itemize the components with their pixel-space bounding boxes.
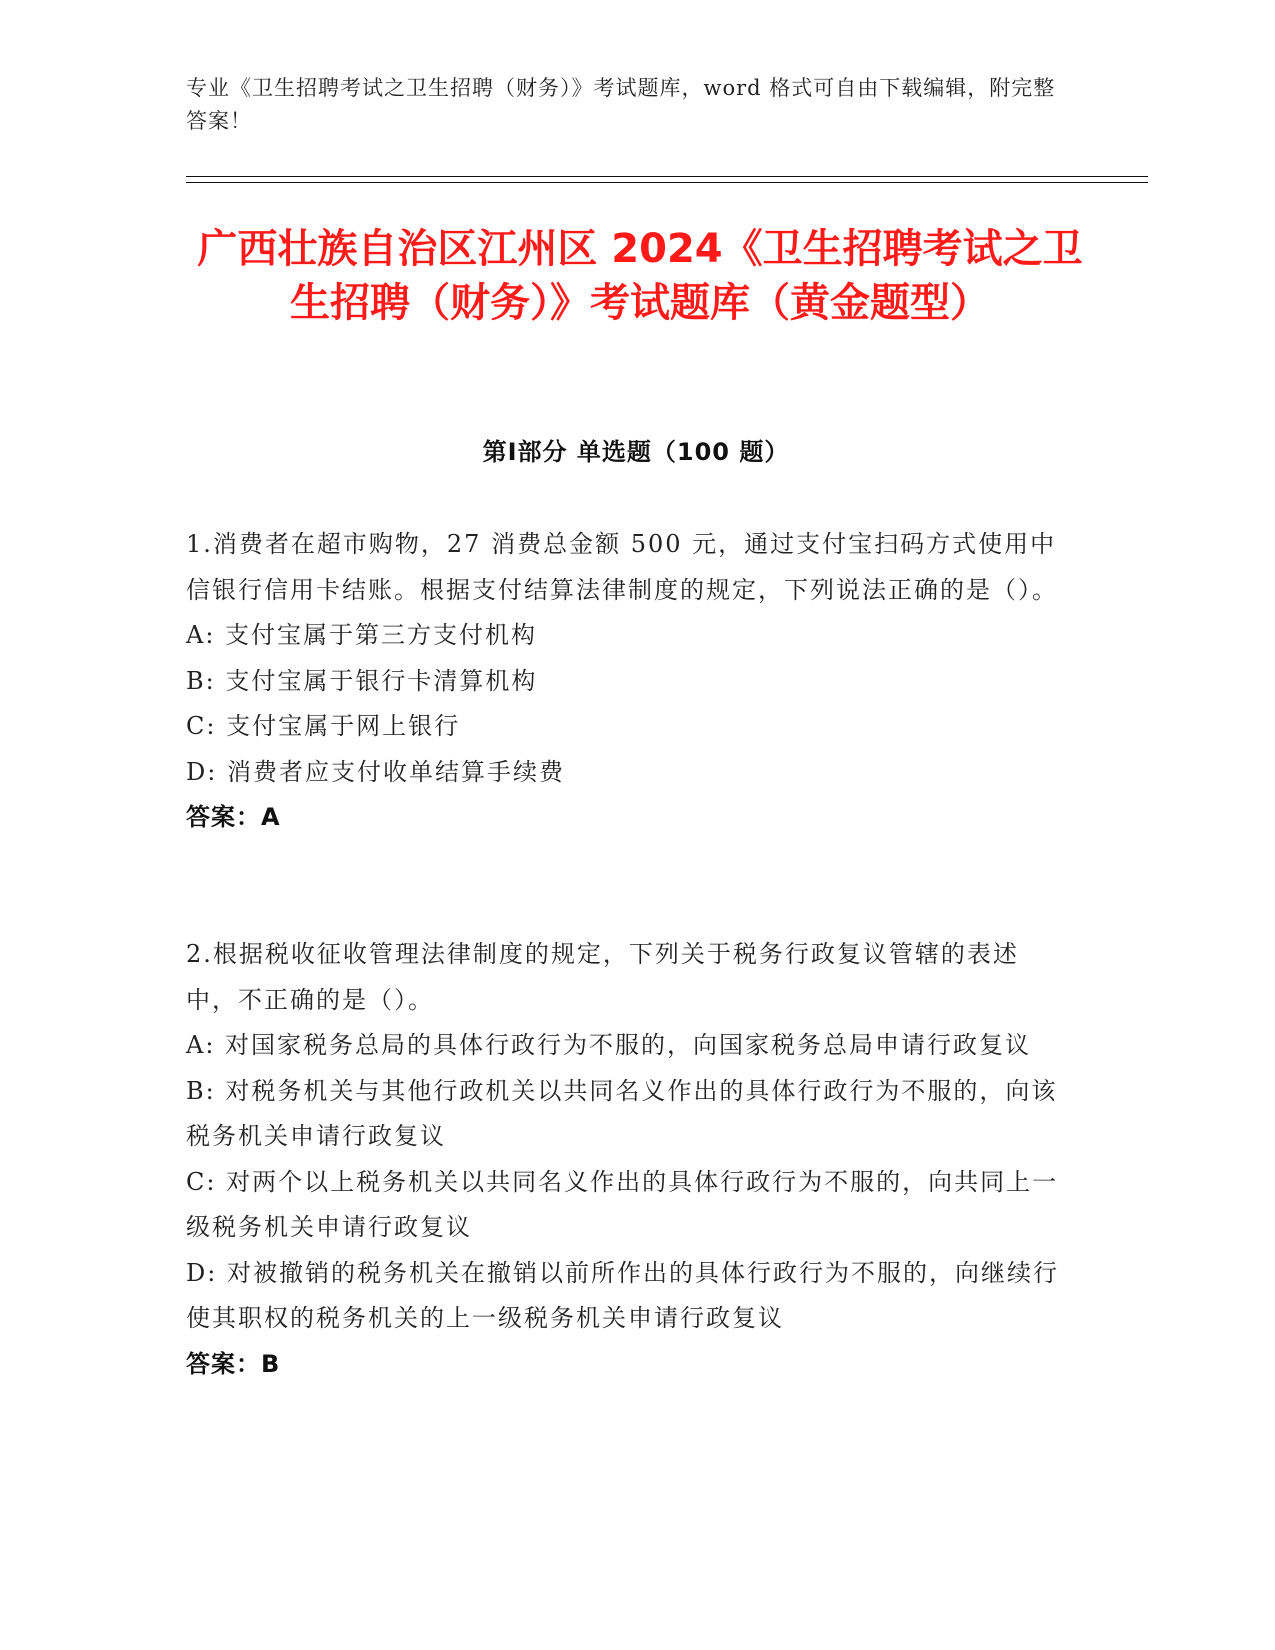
question-stem: 2.根据税收征收管理法律制度的规定，下列关于税务行政复议管辖的表述中，不正确的是（）。 — [186, 940, 1019, 1014]
answer: 答案：A — [186, 803, 281, 831]
option-a: A: 支付宝属于第三方支付机构 — [186, 621, 538, 649]
option-b: B: 对税务机关与其他行政机关以共同名义作出的具体行政行为不服的，向该税务机关申请行政复议 — [186, 1076, 1058, 1150]
option-d: D: 消费者应支付收单结算手续费 — [186, 757, 565, 786]
option-d: D: 对被撤销的税务机关在撤销以前所作出的具体行政行为不服的，向继续行使其职权的税务机关的上一级税务机关申请行政复议 — [186, 1258, 1059, 1332]
question-1 — [186, 522, 1066, 841]
header-divider-bottom — [186, 182, 1148, 183]
answer: 答案：B — [186, 1349, 281, 1378]
question-stem: 1.消费者在超市购物，27 消费总金额 500 元，通过支付宝扫码方式使用中信银行信用卡结账。根据支付结算法律制度的规定，下列说法正确的是（）。 — [186, 530, 1058, 604]
option-a: A: 对国家税务总局的具体行政行为不服的，向国家税务总局申请行政复议 — [186, 1031, 1032, 1059]
option-b: B: 支付宝属于银行卡清算机构 — [186, 666, 538, 695]
header-divider-top — [186, 176, 1148, 177]
section-heading: 第Ⅰ部分 单选题（100 题） — [482, 438, 790, 466]
option-c: C: 支付宝属于网上银行 — [186, 712, 461, 740]
option-c: C: 对两个以上税务机关以共同名义作出的具体行政行为不服的，向共同上一级税务机关申请行政复议 — [186, 1167, 1059, 1241]
document-title: 广西壮族自治区江州区 2024《卫生招聘考试之卫生招聘（财务）》考试题库（黄金题型） — [197, 226, 1083, 326]
question-2 — [186, 932, 1066, 1387]
header-note: 专业《卫生招聘考试之卫生招聘（财务）》考试题库，word 格式可自由下载编辑，附完整答案！ — [186, 76, 1056, 133]
